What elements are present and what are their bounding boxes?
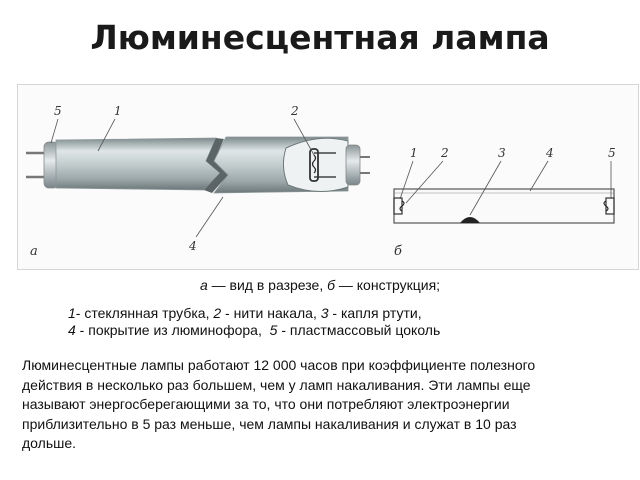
left-label-5: 5 bbox=[54, 104, 62, 118]
right-label-1: 1 bbox=[410, 146, 418, 160]
cutaway-window bbox=[283, 138, 348, 191]
figure-caption bbox=[0, 277, 640, 293]
left-label-4: 4 bbox=[189, 239, 197, 253]
legend-text-4: - покрытие из люминофора, bbox=[75, 322, 270, 338]
paragraph-line: Люминесцентные лампы работают 12 000 часов при коэффициенте полезного bbox=[22, 357, 536, 373]
legend-num-4: 4 bbox=[68, 322, 76, 338]
view-letter-a: а bbox=[30, 244, 38, 259]
construction-view bbox=[394, 146, 616, 259]
legend-text-2: - нити накала, bbox=[221, 305, 321, 321]
legend-num-3: 3 bbox=[320, 305, 329, 321]
right-cap bbox=[346, 145, 360, 185]
legend-num-5: 5 bbox=[269, 322, 278, 338]
sectional-view bbox=[26, 104, 370, 259]
right-label-2: 2 bbox=[441, 146, 449, 160]
right-label-3: 3 bbox=[498, 146, 506, 160]
paragraph-line: приблизительно в 5 раз меньше, чем лампы накаливания и служат в 10 раз bbox=[22, 415, 517, 432]
legend-text-1: - стеклянная трубка, bbox=[75, 305, 214, 321]
legend-line-2 bbox=[68, 322, 440, 339]
lamp-figure bbox=[17, 84, 639, 270]
right-label-4: 4 bbox=[546, 146, 554, 160]
caption-text-b: — конструкция; bbox=[334, 277, 441, 293]
construction-tube bbox=[394, 189, 614, 223]
view-letter-b: б bbox=[394, 244, 402, 259]
paragraph-line: дольше. bbox=[22, 435, 77, 451]
caption-letter-a: а bbox=[199, 277, 208, 293]
left-label-1: 1 bbox=[114, 104, 122, 118]
paragraph-line: называют энергосберегающими за то, что они потребляют электроэнергии bbox=[22, 396, 510, 412]
page-title: Люминесцентная лампа bbox=[90, 18, 550, 57]
legend-num-1: 1 bbox=[68, 305, 76, 321]
caption-letter-b: б bbox=[327, 277, 335, 293]
figure-legend bbox=[68, 305, 440, 339]
legend-num-2: 2 bbox=[213, 305, 222, 321]
right-label-5: 5 bbox=[608, 146, 616, 160]
tube-left-part bbox=[56, 138, 220, 190]
paragraph-line: действия в несколько раз большем, чем у ламп накаливания. Эти лампы еще bbox=[22, 376, 531, 393]
description-paragraph bbox=[22, 356, 622, 454]
caption-text-a: — вид в разрезе, bbox=[207, 277, 328, 293]
lamp-diagram bbox=[18, 85, 640, 271]
legend-line-1 bbox=[68, 305, 440, 322]
legend-text-5: - пластмассовый цоколь bbox=[277, 322, 441, 338]
legend-text-3: - капля ртути, bbox=[328, 305, 422, 321]
left-label-2: 2 bbox=[291, 104, 299, 118]
